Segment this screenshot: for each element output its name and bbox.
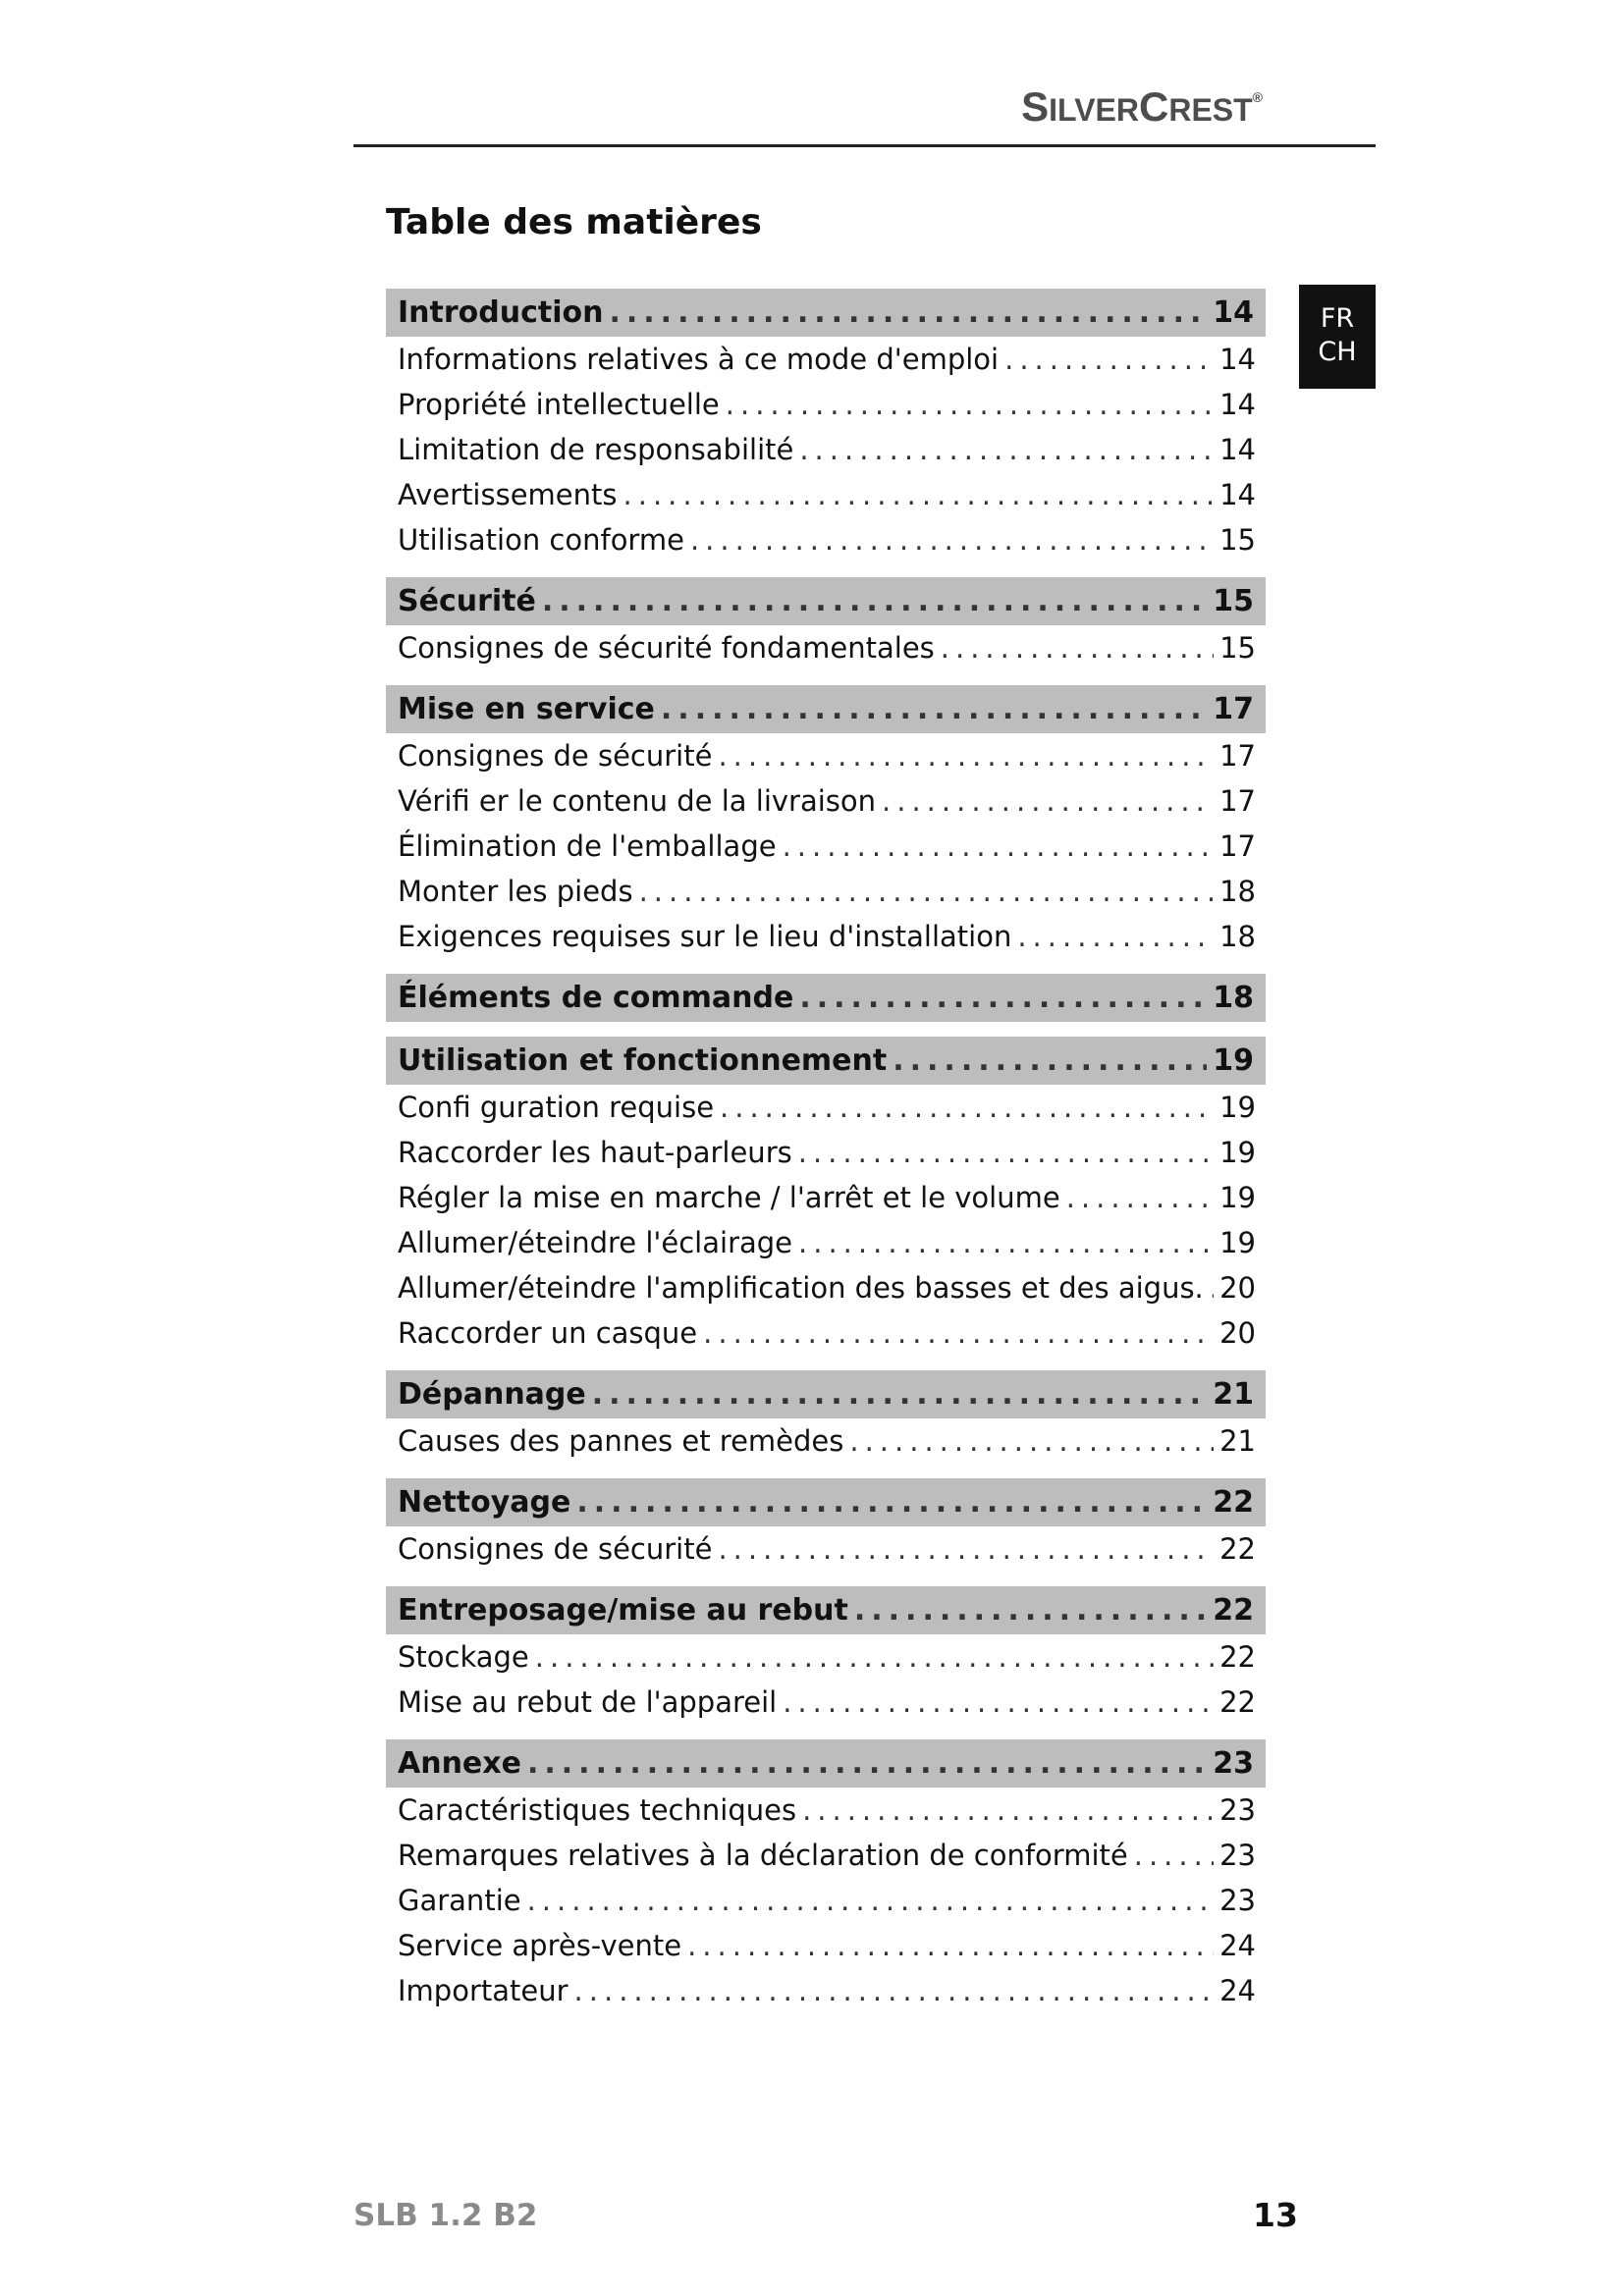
dot-leader (535, 1640, 1214, 1674)
toc-entry[interactable] (386, 1175, 1266, 1220)
dot-leader (726, 388, 1214, 421)
toc-section (386, 289, 1266, 562)
section-page-number: 22 (1213, 1593, 1254, 1628)
toc-entry[interactable] (386, 1085, 1266, 1130)
section-page-number: 14 (1213, 295, 1254, 330)
footer-page-number: 13 (1253, 2196, 1298, 2234)
entry-page-number: 21 (1219, 1424, 1256, 1458)
toc-section (386, 974, 1266, 1022)
footer-model: SLB 1.2 B2 (353, 2198, 538, 2233)
toc-section (386, 1037, 1266, 1356)
section-heading-label: Annexe (398, 1746, 521, 1781)
dot-leader (574, 1974, 1215, 2007)
dot-leader (690, 523, 1214, 557)
toc-section (386, 1739, 1266, 2013)
dot-leader (542, 584, 1207, 618)
language-code-fr: FR (1320, 303, 1355, 334)
section-heading-label: Entreposage/mise au rebut (398, 1593, 848, 1628)
entry-page-number: 24 (1219, 1974, 1256, 2007)
dot-leader (941, 631, 1214, 665)
toc-entry[interactable] (386, 824, 1266, 869)
toc-section (386, 1586, 1266, 1725)
page-title: Table des matières (386, 202, 762, 242)
dot-leader (718, 739, 1214, 773)
dot-leader (623, 478, 1215, 511)
entry-label: Causes des pannes et remèdes (398, 1424, 844, 1458)
toc-entry[interactable] (386, 1680, 1266, 1725)
toc-entry[interactable] (386, 1634, 1266, 1680)
entry-page-number: 23 (1219, 1793, 1256, 1827)
toc-entry[interactable] (386, 1968, 1266, 2013)
entry-page-number: 17 (1219, 784, 1256, 818)
section-page-number: 19 (1213, 1043, 1254, 1078)
entry-page-number: 23 (1219, 1884, 1256, 1917)
entry-label: Mise au rebut de l'appareil (398, 1685, 778, 1719)
toc-section-heading[interactable] (386, 1739, 1266, 1788)
section-heading-label: Éléments de commande (398, 981, 794, 1015)
toc-section-heading[interactable] (386, 577, 1266, 625)
dot-leader (639, 875, 1215, 908)
dot-leader (799, 433, 1214, 466)
entry-page-number: 17 (1219, 739, 1256, 773)
header-divider (353, 144, 1376, 147)
entry-label: Limitation de responsabilité (398, 433, 794, 466)
section-page-number: 18 (1213, 981, 1254, 1015)
entry-label: Propriété intellectuelle (398, 388, 720, 421)
entry-page-number: 24 (1219, 1929, 1256, 1962)
section-heading-label: Dépannage (398, 1377, 586, 1412)
section-page-number: 22 (1213, 1485, 1254, 1520)
toc-section-heading[interactable] (386, 1370, 1266, 1418)
entry-label: Raccorder un casque (398, 1316, 698, 1350)
toc-entry[interactable] (386, 1788, 1266, 1833)
entry-page-number: 14 (1219, 388, 1256, 421)
toc-entry[interactable] (386, 914, 1266, 959)
section-page-number: 17 (1213, 692, 1254, 726)
entry-page-number: 22 (1219, 1685, 1256, 1719)
toc-section-heading[interactable] (386, 685, 1266, 733)
entry-label: Caractéristiques techniques (398, 1793, 797, 1827)
entry-page-number: 22 (1219, 1532, 1256, 1566)
toc-section (386, 685, 1266, 959)
entry-page-number: 18 (1219, 875, 1256, 908)
language-code-ch: CH (1318, 337, 1357, 367)
dot-leader (527, 1884, 1215, 1917)
entry-label: Exigences requises sur le lieu d'installation (398, 920, 1012, 953)
entry-page-number: 17 (1219, 829, 1256, 863)
toc-entry[interactable] (386, 472, 1266, 517)
toc-entry[interactable] (386, 1526, 1266, 1572)
section-heading-label: Nettoyage (398, 1485, 571, 1520)
dot-leader (893, 1043, 1207, 1078)
toc-entry[interactable] (386, 1265, 1266, 1310)
entry-page-number: 19 (1219, 1226, 1256, 1259)
dot-leader (798, 1226, 1214, 1259)
entry-page-number: 22 (1219, 1640, 1256, 1674)
dot-leader (661, 692, 1207, 726)
dot-leader (1004, 343, 1214, 376)
section-page-number: 15 (1213, 584, 1254, 618)
section-page-number: 23 (1213, 1746, 1254, 1781)
toc-entry[interactable] (386, 382, 1266, 427)
entry-page-number: 20 (1219, 1271, 1256, 1305)
entry-page-number: 15 (1219, 523, 1256, 557)
entry-label: Importateur (398, 1974, 568, 2007)
dot-leader (1066, 1181, 1214, 1214)
dot-leader (799, 981, 1207, 1015)
toc-section-heading[interactable] (386, 1478, 1266, 1526)
toc-entry[interactable] (386, 517, 1266, 562)
section-heading-label: Mise en service (398, 692, 655, 726)
entry-page-number: 14 (1219, 433, 1256, 466)
toc-entry[interactable] (386, 1923, 1266, 1968)
dot-leader (1210, 1271, 1214, 1305)
toc-entry[interactable] (386, 1130, 1266, 1175)
toc-section (386, 577, 1266, 670)
section-heading-label: Utilisation et fonctionnement (398, 1043, 888, 1078)
toc-section-heading[interactable] (386, 974, 1266, 1022)
toc-entry[interactable] (386, 625, 1266, 670)
toc-entry[interactable] (386, 778, 1266, 824)
entry-label: Garantie (398, 1884, 521, 1917)
dot-leader (849, 1424, 1214, 1458)
entry-label: Remarques relatives à la déclaration de conformité (398, 1839, 1128, 1872)
dot-leader (720, 1091, 1214, 1124)
toc-entry[interactable] (386, 1418, 1266, 1464)
entry-page-number: 19 (1219, 1136, 1256, 1169)
entry-label: Vérifi er le contenu de la livraison (398, 784, 877, 818)
entry-page-number: 14 (1219, 343, 1256, 376)
entry-label: Élimination de l'emballage (398, 829, 777, 863)
dot-leader (576, 1485, 1207, 1520)
dot-leader (854, 1593, 1207, 1628)
section-heading-label: Introduction (398, 295, 604, 330)
brand-logo: SILVERCREST® (1021, 83, 1263, 130)
toc-entry[interactable] (386, 337, 1266, 382)
dot-leader (592, 1377, 1208, 1412)
dot-leader (783, 829, 1215, 863)
dot-leader (1017, 920, 1214, 953)
language-tab (1299, 285, 1376, 389)
entry-label: Consignes de sécurité (398, 1532, 713, 1566)
entry-page-number: 19 (1219, 1091, 1256, 1124)
entry-page-number: 23 (1219, 1839, 1256, 1872)
entry-label: Confi guration requise (398, 1091, 715, 1124)
toc-entry[interactable] (386, 1310, 1266, 1356)
table-of-contents (386, 289, 1266, 2028)
dot-leader (798, 1136, 1214, 1169)
entry-label: Consignes de sécurité fondamentales (398, 631, 935, 665)
entry-label: Monter les pieds (398, 875, 633, 908)
dot-leader (718, 1532, 1214, 1566)
entry-label: Informations relatives à ce mode d'emploi (398, 343, 1000, 376)
entry-label: Avertissements (398, 478, 618, 511)
dot-leader (703, 1316, 1214, 1350)
dot-leader (783, 1685, 1214, 1719)
toc-section-heading[interactable] (386, 1586, 1266, 1634)
dot-leader (687, 1929, 1214, 1962)
entry-label: Allumer/éteindre l'éclairage (398, 1226, 793, 1259)
dot-leader (527, 1746, 1207, 1781)
entry-label: Utilisation conforme (398, 523, 684, 557)
entry-page-number: 18 (1219, 920, 1256, 953)
entry-label: Service après-vente (398, 1929, 682, 1962)
toc-entry[interactable] (386, 869, 1266, 914)
section-heading-label: Sécurité (398, 584, 536, 618)
toc-section (386, 1370, 1266, 1464)
entry-label: Consignes de sécurité (398, 739, 713, 773)
dot-leader (802, 1793, 1214, 1827)
toc-entry[interactable] (386, 1833, 1266, 1878)
dot-leader (609, 295, 1207, 330)
entry-label: Régler la mise en marche / l'arrêt et le volume (398, 1181, 1060, 1214)
toc-entry[interactable] (386, 427, 1266, 472)
entry-label: Allumer/éteindre l'amplification des basses et des aigus. (398, 1271, 1204, 1305)
dot-leader (1134, 1839, 1214, 1872)
toc-entry[interactable] (386, 1878, 1266, 1923)
toc-entry[interactable] (386, 733, 1266, 778)
entry-label: Raccorder les haut-parleurs (398, 1136, 792, 1169)
entry-page-number: 15 (1219, 631, 1256, 665)
entry-page-number: 14 (1219, 478, 1256, 511)
toc-section-heading[interactable] (386, 1037, 1266, 1085)
toc-section (386, 1478, 1266, 1572)
toc-section-heading[interactable] (386, 289, 1266, 337)
entry-page-number: 19 (1219, 1181, 1256, 1214)
section-page-number: 21 (1213, 1377, 1254, 1412)
toc-entry[interactable] (386, 1220, 1266, 1265)
entry-page-number: 20 (1219, 1316, 1256, 1350)
entry-label: Stockage (398, 1640, 529, 1674)
dot-leader (882, 784, 1214, 818)
